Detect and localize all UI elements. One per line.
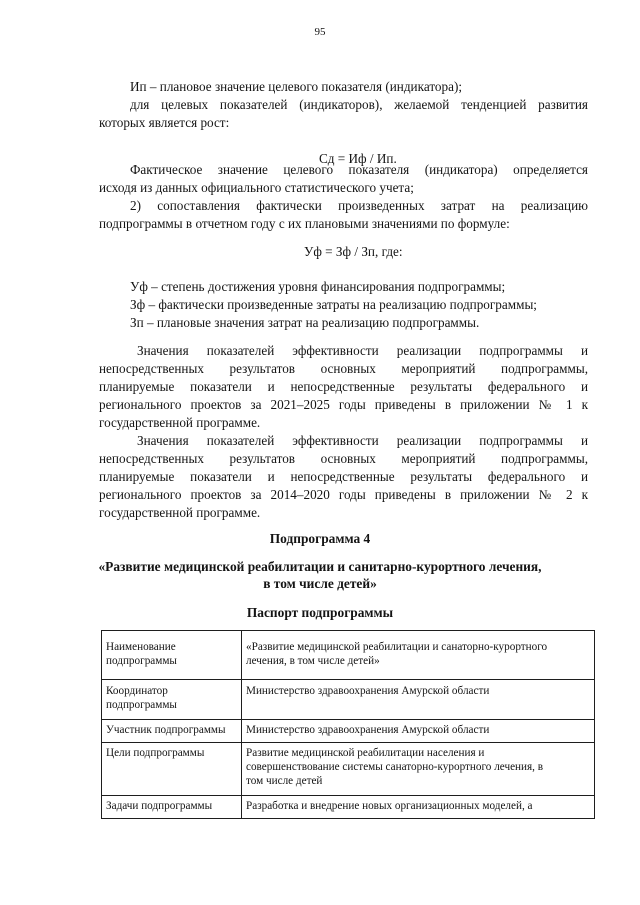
text-line: подпрограммы в отчетном году с их плановыми значениями по формуле: [99,216,510,231]
text-line: планируемые показатели и непосредственные результаты федерального и [99,469,588,484]
table-cell-value [242,680,595,720]
text-line: Зф – фактически произведенные затраты на реализацию подпрограммы; [130,297,537,312]
text-line: планируемые показатели и непосредственные результаты федерального и [99,379,588,394]
text-line: Ип – плановое значение целевого показателя (индикатора); [130,79,463,94]
cell-text: совершенствование системы санаторно-курортного лечения, в [246,761,544,773]
text-line: которых является рост: [99,115,230,130]
text-line: для целевых показателей (индикаторов), желаемой тенденцией развития [130,97,588,112]
cell-text: Министерство здравоохранения Амурской области [246,724,490,736]
text-line: Значения показателей эффективности реализации подпрограммы и [137,433,588,448]
text-line: 2) сопоставления фактически произведенных затрат на реализацию [130,198,588,213]
table-row [102,796,595,819]
cell-text: Развитие медицинской реабилитации населения и [246,747,485,759]
page-number: 95 [314,26,326,38]
text-line: Зп – плановые значения затрат на реализацию подпрограммы. [130,315,480,330]
text-line: непосредственных результатов основных мероприятий подпрограммы, [99,451,588,466]
cell-text: Министерство здравоохранения Амурской области [246,685,490,697]
table-cell-key [102,796,242,819]
cell-text: «Развитие медицинской реабилитации и санаторно-курортного [246,641,548,653]
subprogram-heading: Подпрограмма 4 [269,531,371,546]
table-row [102,631,595,680]
text-line: регионального проектов за 2021–2025 годы приведены в приложении № 1 к [99,397,588,412]
cell-text: Разработка и внедрение новых организационных моделей, а [246,800,533,812]
table-row [102,680,595,720]
cell-text: подпрограммы [106,655,177,667]
table-cell-value [242,743,595,796]
table-cell-key [102,720,242,743]
text-line: Значения показателей эффективности реализации подпрограммы и [137,343,588,358]
passport-heading: Паспорт подпрограммы [246,605,394,620]
text-line: Фактическое значение целевого показателя (индикатора) определяется [130,162,588,177]
cell-text: том числе детей [246,775,323,787]
cell-text: лечения, в том числе детей» [246,655,380,667]
cell-text: Координатор [106,685,168,697]
table-row [102,743,595,796]
cell-text: Наименование [106,641,176,653]
cell-text: Задачи подпрограммы [106,800,213,812]
subprogram-title-line: в том числе детей» [263,576,377,591]
cell-text: подпрограммы [106,699,177,711]
formula: Сд = Иф / Ип. [319,151,397,166]
table-cell-key [102,631,242,680]
text-line: исходя из данных официального статистического учета; [99,180,414,195]
formula: Уф = Зф / Зп, где: [304,244,403,259]
table-cell-value [242,631,595,680]
text-line: непосредственных результатов основных мероприятий подпрограммы, [99,361,588,376]
passport-table [101,630,595,819]
table-cell-value [242,720,595,743]
cell-text: Цели подпрограммы [106,747,205,759]
table-cell-key [102,743,242,796]
table-row [102,720,595,743]
table-cell-key [102,680,242,720]
cell-text: Участник подпрограммы [106,724,226,736]
text-line: государственной программе. [99,415,261,430]
text-line: государственной программе. [99,505,261,520]
table-cell-value [242,796,595,819]
subprogram-title-line: «Развитие медицинской реабилитации и санитарно-курортного лечения, [98,559,542,574]
text-line: регионального проектов за 2014–2020 годы приведены в приложении № 2 к [99,487,588,502]
text-line: Уф – степень достижения уровня финансирования подпрограммы; [130,279,506,294]
